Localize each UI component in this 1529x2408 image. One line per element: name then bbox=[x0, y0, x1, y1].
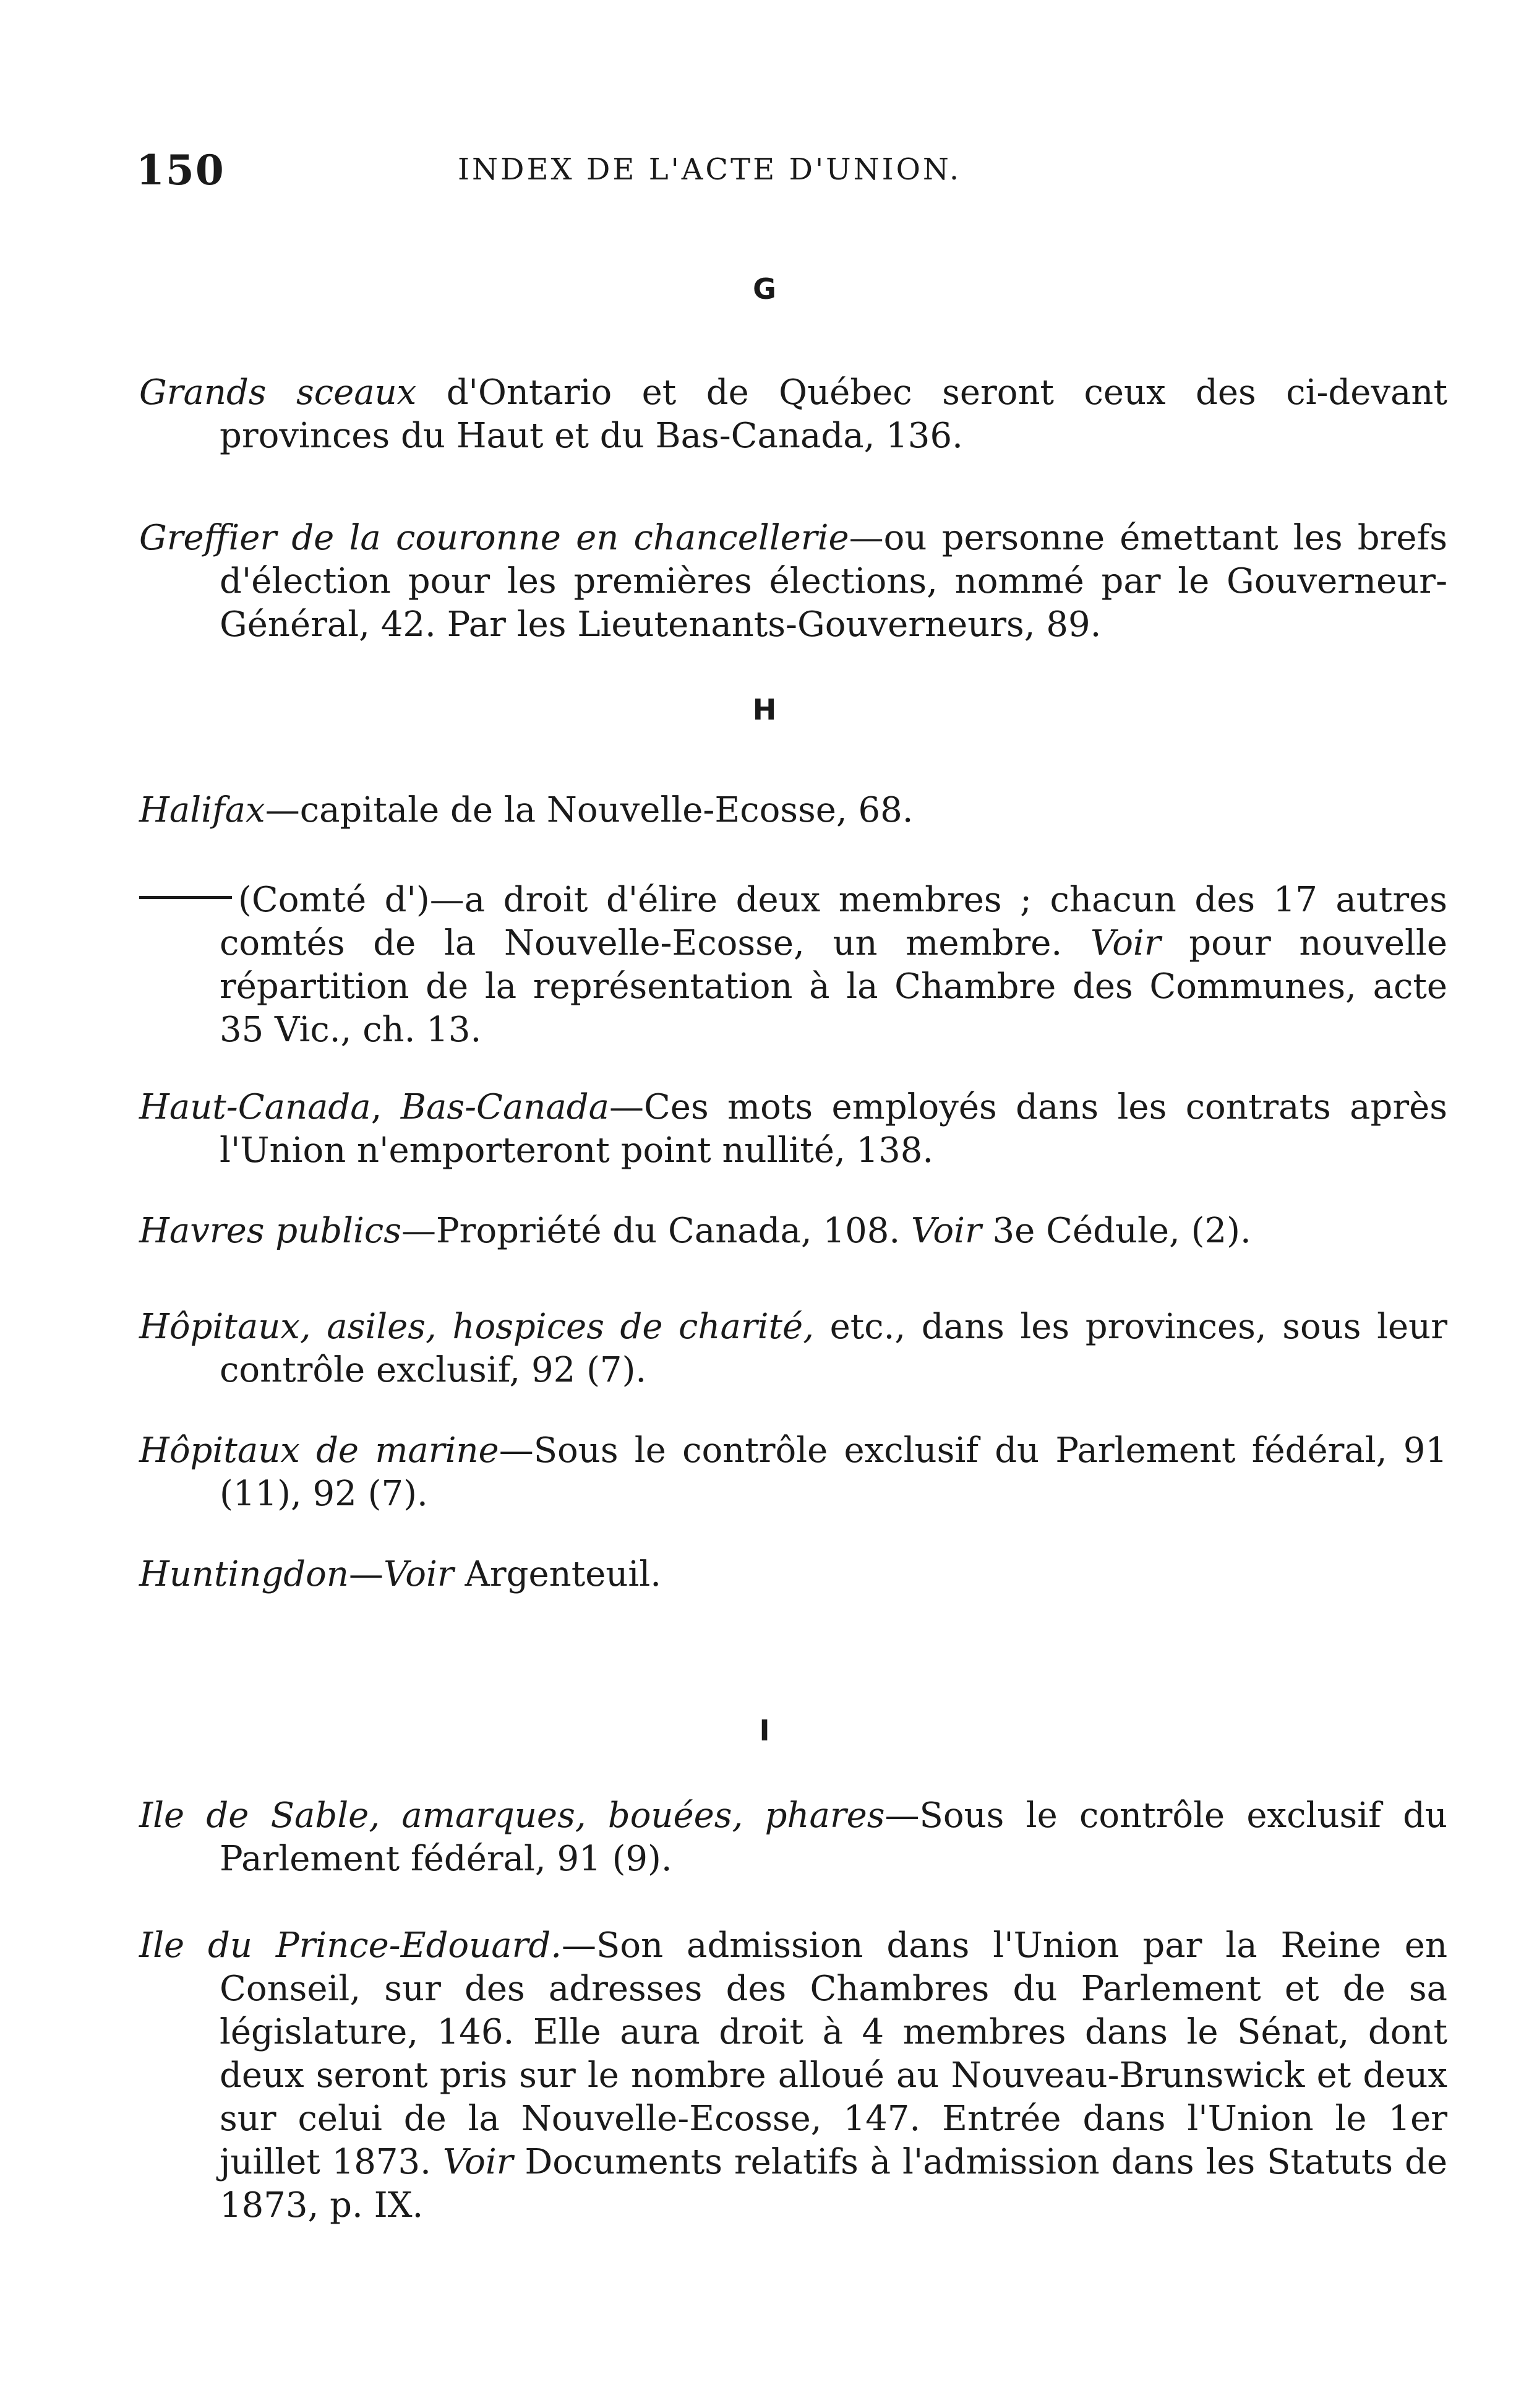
section-letter-h: H bbox=[752, 693, 777, 726]
index-entry-hopitaux-marine bbox=[139, 1429, 1447, 1516]
entry-text: Argenteuil. bbox=[453, 1554, 662, 1594]
entry-head: Greffier de la couronne en chancellerie bbox=[139, 518, 849, 558]
voir-label: Voir bbox=[383, 1554, 454, 1594]
voir-label: Voir bbox=[442, 2142, 513, 2182]
entry-head: Hôpitaux de marine bbox=[139, 1430, 499, 1471]
entry-head: Grands sceaux bbox=[139, 372, 417, 413]
index-entry-huntingdon bbox=[139, 1553, 1447, 1596]
entry-text: —Son admission dans l'Union par la Reine en Conseil, sur des adresses des Chambres du Parlement et de sa législature, 146. Elle aura droit à 4 membres dans le Sénat, dont deux seront pris sur le nombre alloué au Nouveau-Brunswick et deux sur celui de la Nouvelle-Ecosse, 147. Entrée dans l'Union le 1er juillet 1873. bbox=[220, 1925, 1448, 2182]
index-entry-hopitaux bbox=[139, 1305, 1447, 1392]
entry-head: Halifax bbox=[139, 790, 265, 830]
voir-label: Voir bbox=[911, 1211, 982, 1251]
entry-text: —Sous le contrôle exclusif du Parlement fédéral, 91 (11), 92 (7). bbox=[220, 1430, 1447, 1514]
entry-head: Hôpitaux, asiles, hospices de charité, bbox=[139, 1307, 815, 1347]
entry-dash: — bbox=[348, 1554, 383, 1594]
index-entry-haut-canada bbox=[139, 1086, 1447, 1172]
entry-head: Huntingdon bbox=[139, 1554, 349, 1594]
entry-text: —Sous le contrôle exclusif du Parlement fédéral, 91 (9). bbox=[220, 1795, 1447, 1879]
index-entry-havres-publics bbox=[139, 1210, 1447, 1253]
entry-text: —capitale de la Nouvelle-Ecosse, 68. bbox=[265, 790, 914, 830]
index-entry-ile-de-sable bbox=[139, 1794, 1447, 1881]
entry-head: Bas-Canada bbox=[400, 1087, 609, 1127]
entry-head: Ile de Sable, amarques, bouées, phares bbox=[139, 1795, 885, 1836]
entry-text: Documents relatifs à l'admission dans les Statuts de 1873, p. IX. bbox=[220, 2142, 1447, 2225]
repeat-dash bbox=[139, 896, 232, 899]
entry-head: Ile du Prince-Edouard. bbox=[139, 1925, 562, 1966]
entry-text: —Propriété du Canada, 108. bbox=[401, 1211, 912, 1251]
index-entry-halifax-comte bbox=[139, 879, 1447, 1052]
entry-head: Haut-Canada bbox=[139, 1087, 371, 1127]
index-entry-ile-du-prince-edouard bbox=[139, 1924, 1447, 2227]
entry-text: pour nouvelle répartition de la représentation à la Chambre des Communes, acte 35 Vic., ch. 13. bbox=[220, 923, 1447, 1050]
section-letter-g: G bbox=[753, 272, 776, 306]
running-title: INDEX DE L'ACTE D'UNION. bbox=[458, 152, 962, 187]
running-head bbox=[136, 146, 1361, 202]
entry-text: —ou personne émettant les brefs d'élection pour les premières élections, nommé par le Gouverneur-Général, 42. Par les Lieutenants-Gouverneurs, 89. bbox=[220, 518, 1448, 645]
entry-head: Havres publics bbox=[139, 1211, 401, 1251]
index-entry-greffier bbox=[139, 517, 1447, 647]
index-entry-grands-sceaux bbox=[139, 371, 1447, 458]
entry-text: 3e Cédule, (2). bbox=[981, 1211, 1251, 1251]
entry-separator: , bbox=[370, 1087, 401, 1127]
entry-text: (Comté d')—a droit d'élire deux membres ; chacun des 17 autres comtés de la Nouvelle-Ecosse, un membre. bbox=[220, 880, 1447, 963]
page-number: 150 bbox=[136, 146, 225, 194]
entry-text: etc., dans les provinces, sous leur contrôle exclusif, 92 (7). bbox=[220, 1307, 1448, 1390]
entry-text: —Ces mots employés dans les contrats après l'Union n'emporteront point nullité, 138. bbox=[220, 1087, 1447, 1171]
index-entry-halifax bbox=[139, 789, 1447, 832]
section-letter-i: I bbox=[759, 1714, 770, 1747]
voir-label: Voir bbox=[1090, 923, 1161, 963]
entry-text: d'Ontario et de Québec seront ceux des ci-devant provinces du Haut et du Bas-Canada, 136. bbox=[220, 372, 1447, 456]
